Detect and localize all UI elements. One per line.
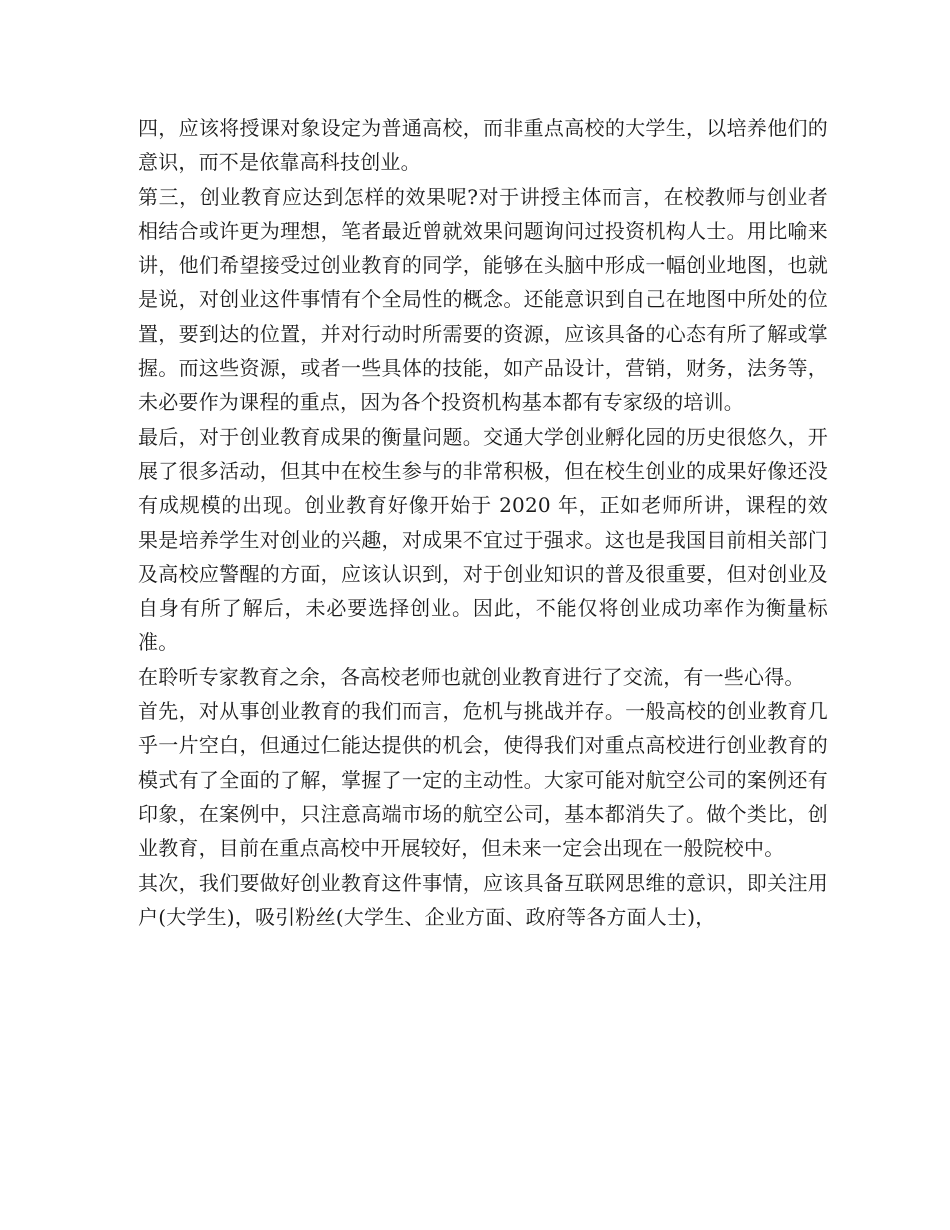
paragraph-4: 在聆听专家教育之余，各高校老师也就创业教育进行了交流，有一些心得。	[138, 664, 805, 689]
paragraph-5: 首先，对从事创业教育的我们而言，危机与挑战并存。一般高校的创业教育几乎一片空白，但通过仁能达提供的机会，使得我们对重点高校进行创业教育的模式有了全面的了解，掌握了一定的主动性。大家可能对航空公司的案例还有印象，在案例中，只注意高端市场的航空公司，基本都消失了。做个类比，创业教育，目前在重点高校中开展较好，但未来一定会出现在一般院校中。	[138, 699, 828, 861]
paragraph-6: 其次，我们要做好创业教育这件事情，应该具备互联网思维的意识，即关注用户(大学生)，吸引粉丝(大学生、企业方面、政府等各方面人士)，	[138, 870, 828, 929]
document-body	[138, 111, 828, 934]
paragraph-1: 四，应该将授课对象设定为普通高校，而非重点高校的大学生，以培养他们的意识，而不是依靠高科技创业。	[138, 116, 828, 175]
paragraph-3: 最后，对于创业教育成果的衡量问题。交通大学创业孵化园的历史很悠久，开展了很多活动，但其中在校生参与的非常积极，但在校生创业的成果好像还没有成规模的出现。创业教育好像开始于 2020 年，正如老师所讲，课程的效果是培养学生对创业的兴趣，对成果不宜过于强求。这也是我国目前相关部门及高校应警醒的方面，应该认识到，对于创业知识的普及很重要，但对创业及自身有所了解后，未必要选择创业。因此，不能仅将创业成功率作为衡量标准。	[138, 424, 828, 655]
paragraph-2: 第三，创业教育应达到怎样的效果呢?对于讲授主体而言，在校教师与创业者相结合或许更为理想，笔者最近曾就效果问题询问过投资机构人士。用比喻来讲，他们希望接受过创业教育的同学，能够在头脑中形成一幅创业地图，也就是说，对创业这件事情有个全局性的概念。还能意识到自己在地图中所处的位置，要到达的位置，并对行动时所需要的资源，应该具备的心态有所了解或掌握。而这些资源，或者一些具体的技能，如产品设计，营销，财务，法务等，未必要作为课程的重点，因为各个投资机构基本都有专家级的培训。	[138, 184, 828, 415]
